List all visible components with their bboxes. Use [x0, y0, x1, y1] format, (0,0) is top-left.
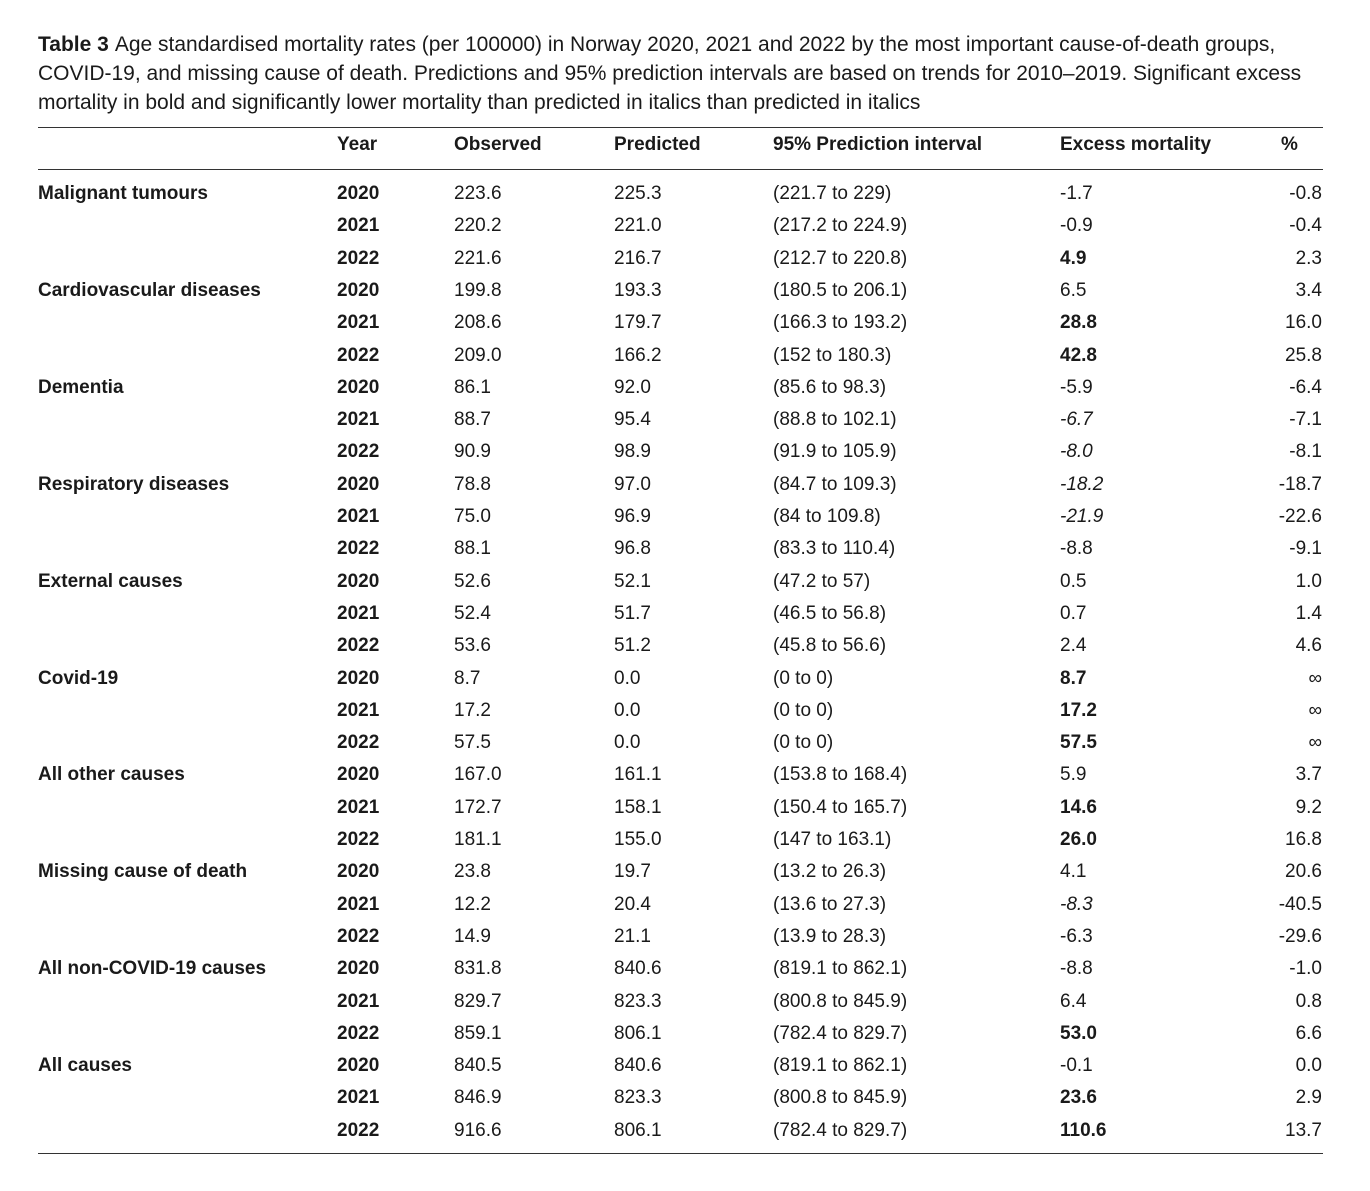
cell-interval: (800.8 to 845.9): [773, 990, 908, 1012]
cell-predicted: 19.7: [614, 861, 651, 883]
cell-predicted: 840.6: [614, 958, 662, 980]
cell-interval: (88.8 to 102.1): [773, 409, 897, 431]
cell-year: 2021: [337, 893, 380, 915]
cell-year: 2021: [337, 990, 380, 1012]
cell-excess: 23.6: [1060, 1087, 1097, 1109]
header-predicted: Predicted: [614, 134, 701, 155]
cell-interval: (0 to 0): [773, 732, 834, 754]
cell-predicted: 0.0: [614, 667, 641, 689]
cell-excess: 53.0: [1060, 1022, 1097, 1044]
cell-excess: 28.8: [1060, 312, 1097, 334]
cell-interval: (0 to 0): [773, 667, 834, 689]
cell-percent: 1.4: [1295, 602, 1322, 624]
cell-predicted: 840.6: [614, 1055, 662, 1077]
cell-year: 2021: [337, 796, 380, 818]
header-interval: 95% Prediction interval: [773, 134, 983, 155]
cell-percent: ∞: [1308, 667, 1322, 689]
cell-observed: 78.8: [454, 473, 491, 495]
cell-percent: -0.4: [1289, 215, 1322, 237]
cell-percent: -6.4: [1289, 376, 1322, 398]
cell-predicted: 96.9: [614, 506, 651, 527]
cell-year: 2021: [337, 312, 380, 334]
cell-predicted: 21.1: [614, 925, 651, 947]
cell-interval: (13.6 to 27.3): [773, 893, 887, 915]
cell-observed: 859.1: [454, 1022, 502, 1044]
cell-year: 2021: [337, 215, 380, 237]
table-bottom-rule: [38, 1153, 1323, 1154]
group-label: All causes: [38, 1055, 132, 1077]
cell-percent: 2.9: [1295, 1087, 1322, 1109]
cell-percent: -1.0: [1289, 958, 1322, 980]
cell-observed: 172.7: [454, 796, 502, 818]
cell-observed: 52.4: [454, 602, 491, 624]
cell-percent: -0.8: [1289, 183, 1322, 204]
cell-observed: 53.6: [454, 635, 491, 657]
cell-percent: -7.1: [1289, 409, 1322, 431]
cell-excess: -1.7: [1060, 183, 1093, 204]
cell-year: 2022: [337, 925, 380, 947]
cell-year: 2022: [337, 1022, 380, 1044]
cell-excess: 4.9: [1060, 247, 1087, 269]
cell-excess: 8.7: [1060, 667, 1087, 689]
cell-percent: -29.6: [1278, 925, 1322, 947]
cell-predicted: 98.9: [614, 441, 651, 463]
table-caption: [38, 30, 1338, 117]
cell-predicted: 823.3: [614, 990, 662, 1012]
cell-year: 2021: [337, 602, 380, 624]
cell-predicted: 97.0: [614, 473, 651, 495]
cell-interval: (819.1 to 862.1): [773, 1055, 908, 1077]
cell-observed: 220.2: [454, 215, 502, 237]
cell-interval: (47.2 to 57): [773, 570, 871, 592]
cell-percent: 25.8: [1285, 344, 1322, 366]
cell-interval: (150.4 to 165.7): [773, 796, 908, 818]
cell-interval: (153.8 to 168.4): [773, 764, 908, 786]
cell-observed: 52.6: [454, 570, 491, 592]
cell-percent: 1.0: [1295, 570, 1322, 592]
cell-excess: 0.7: [1060, 602, 1087, 624]
cell-predicted: 155.0: [614, 829, 662, 850]
cell-observed: 86.1: [454, 376, 491, 398]
cell-observed: 221.6: [454, 247, 502, 269]
group-label: External causes: [38, 570, 183, 592]
cell-excess: 42.8: [1060, 344, 1097, 366]
cell-predicted: 216.7: [614, 247, 662, 269]
caption-text: Age standardised mortality rates (per 100000) in Norway 2020, 2021 and 2022 by the most important cause-of-death groups, COVID-19, and missing cause of death. Predictions and 95% prediction intervals are based on trends for 2010–2019. Significant excess mortality in bold and significantly lower mortality than predicted in italics than predicted in italics: [38, 33, 1302, 114]
cell-interval: (152 to 180.3): [773, 344, 892, 366]
cell-year: 2021: [337, 699, 380, 721]
header-observed: Observed: [454, 134, 542, 155]
cell-interval: (166.3 to 193.2): [773, 312, 908, 334]
cell-observed: 167.0: [454, 764, 502, 786]
cell-observed: 90.9: [454, 441, 491, 463]
cell-percent: 2.3: [1295, 247, 1322, 269]
group-label: Respiratory diseases: [38, 473, 230, 495]
cell-observed: 8.7: [454, 667, 481, 689]
cell-predicted: 166.2: [614, 344, 662, 366]
header-excess: Excess mortality: [1060, 134, 1212, 155]
cell-interval: (819.1 to 862.1): [773, 958, 908, 980]
cell-excess: -0.1: [1060, 1055, 1093, 1077]
cell-year: 2020: [337, 958, 380, 980]
cell-year: 2022: [337, 635, 380, 657]
cell-interval: (782.4 to 829.7): [773, 1119, 908, 1141]
cell-percent: 20.6: [1285, 861, 1322, 883]
cell-predicted: 95.4: [614, 409, 651, 431]
cell-interval: (212.7 to 220.8): [773, 247, 908, 269]
cell-predicted: 92.0: [614, 376, 651, 398]
cell-percent: -9.1: [1289, 538, 1322, 560]
cell-predicted: 225.3: [614, 183, 662, 204]
cell-interval: (84.7 to 109.3): [773, 473, 897, 495]
cell-observed: 829.7: [454, 990, 502, 1012]
cell-observed: 223.6: [454, 183, 502, 204]
cell-year: 2020: [337, 279, 380, 301]
table-header-rule: [38, 169, 1323, 170]
cell-excess: -6.7: [1060, 409, 1093, 431]
cell-percent: 6.6: [1295, 1022, 1322, 1044]
cell-excess: -5.9: [1060, 376, 1093, 398]
cell-observed: 17.2: [454, 699, 491, 721]
cell-interval: (85.6 to 98.3): [773, 376, 887, 398]
cell-percent: 9.2: [1295, 796, 1322, 818]
cell-percent: -8.1: [1289, 441, 1322, 463]
cell-year: 2020: [337, 764, 380, 786]
cell-percent: ∞: [1308, 699, 1322, 721]
cell-percent: 16.8: [1285, 829, 1322, 850]
cell-year: 2021: [337, 1087, 380, 1109]
cell-year: 2022: [337, 538, 380, 560]
cell-predicted: 158.1: [614, 796, 662, 818]
cell-observed: 23.8: [454, 861, 491, 883]
cell-observed: 14.9: [454, 925, 491, 947]
cell-interval: (45.8 to 56.6): [773, 635, 887, 657]
cell-excess: 26.0: [1060, 829, 1097, 850]
cell-year: 2022: [337, 247, 380, 269]
cell-year: 2020: [337, 570, 380, 592]
cell-year: 2022: [337, 829, 380, 850]
cell-year: 2022: [337, 441, 380, 463]
cell-interval: (221.7 to 229): [773, 183, 892, 204]
cell-year: 2022: [337, 344, 380, 366]
cell-year: 2020: [337, 183, 380, 204]
cell-excess: -8.0: [1060, 441, 1093, 463]
cell-predicted: 179.7: [614, 312, 662, 334]
cell-excess: 6.5: [1060, 279, 1087, 301]
cell-observed: 88.1: [454, 538, 491, 560]
cell-observed: 88.7: [454, 409, 491, 431]
cell-observed: 916.6: [454, 1119, 502, 1141]
cell-interval: (91.9 to 105.9): [773, 441, 897, 463]
cell-excess: 14.6: [1060, 796, 1097, 818]
cell-predicted: 51.7: [614, 602, 651, 624]
cell-observed: 846.9: [454, 1087, 502, 1109]
cell-excess: -21.9: [1060, 506, 1104, 527]
cell-excess: -18.2: [1060, 473, 1104, 495]
cell-observed: 12.2: [454, 893, 491, 915]
cell-interval: (13.9 to 28.3): [773, 925, 887, 947]
cell-interval: (83.3 to 110.4): [773, 538, 896, 560]
cell-predicted: 96.8: [614, 538, 651, 560]
cell-year: 2021: [337, 409, 380, 431]
cell-interval: (147 to 163.1): [773, 829, 892, 850]
cell-excess: 5.9: [1060, 764, 1087, 786]
cell-predicted: 221.0: [614, 215, 662, 237]
cell-predicted: 0.0: [614, 699, 641, 721]
cell-interval: (782.4 to 829.7): [773, 1022, 908, 1044]
cell-percent: 0.0: [1295, 1055, 1322, 1077]
cell-predicted: 806.1: [614, 1119, 662, 1141]
cell-excess: 17.2: [1060, 699, 1097, 721]
group-label: All other causes: [38, 764, 185, 786]
group-label: Dementia: [38, 376, 124, 398]
cell-observed: 199.8: [454, 279, 502, 301]
cell-percent: -40.5: [1278, 893, 1322, 915]
cell-predicted: 0.0: [614, 732, 641, 754]
cell-interval: (180.5 to 206.1): [773, 279, 908, 301]
cell-year: 2020: [337, 1055, 380, 1077]
cell-observed: 181.1: [454, 829, 502, 850]
cell-year: 2020: [337, 667, 380, 689]
cell-observed: 57.5: [454, 732, 491, 754]
cell-interval: (13.2 to 26.3): [773, 861, 887, 883]
cell-observed: 840.5: [454, 1055, 502, 1077]
header-percent: %: [1281, 134, 1298, 155]
group-label: Malignant tumours: [38, 183, 208, 204]
cell-year: 2022: [337, 1119, 380, 1141]
cell-observed: 75.0: [454, 506, 491, 527]
cell-percent: ∞: [1308, 732, 1322, 754]
cell-year: 2020: [337, 861, 380, 883]
cell-percent: 0.8: [1295, 990, 1322, 1012]
group-label: Missing cause of death: [38, 861, 248, 883]
cell-interval: (217.2 to 224.9): [773, 215, 908, 237]
cell-year: 2020: [337, 473, 380, 495]
cell-predicted: 823.3: [614, 1087, 662, 1109]
cell-excess: 4.1: [1060, 861, 1087, 883]
cell-predicted: 806.1: [614, 1022, 662, 1044]
cell-year: 2021: [337, 506, 380, 527]
cell-percent: 4.6: [1295, 635, 1322, 657]
cell-excess: 6.4: [1060, 990, 1087, 1012]
table-label: Table 3: [38, 33, 109, 56]
cell-excess: -0.9: [1060, 215, 1093, 237]
cell-excess: -8.3: [1060, 893, 1093, 915]
cell-predicted: 20.4: [614, 893, 651, 915]
cell-interval: (46.5 to 56.8): [773, 602, 887, 624]
group-label: Cardiovascular diseases: [38, 279, 261, 301]
cell-percent: 13.7: [1285, 1119, 1322, 1141]
cell-predicted: 161.1: [614, 764, 662, 786]
cell-predicted: 193.3: [614, 279, 662, 301]
group-label: All non-COVID-19 causes: [38, 958, 267, 980]
cell-percent: 3.7: [1295, 764, 1322, 786]
cell-interval: (800.8 to 845.9): [773, 1087, 908, 1109]
cell-observed: 831.8: [454, 958, 502, 980]
cell-excess: -8.8: [1060, 958, 1093, 980]
cell-observed: 209.0: [454, 344, 502, 366]
cell-percent: 16.0: [1285, 312, 1322, 334]
cell-year: 2020: [337, 376, 380, 398]
cell-excess: 2.4: [1060, 635, 1087, 657]
cell-excess: 0.5: [1060, 570, 1087, 592]
cell-predicted: 52.1: [614, 570, 651, 592]
cell-percent: -22.6: [1278, 506, 1322, 527]
cell-percent: 3.4: [1295, 279, 1322, 301]
cell-observed: 208.6: [454, 312, 502, 334]
table-top-rule: [38, 127, 1323, 128]
cell-interval: (0 to 0): [773, 699, 834, 721]
cell-interval: (84 to 109.8): [773, 506, 881, 527]
cell-predicted: 51.2: [614, 635, 651, 657]
cell-excess: -6.3: [1060, 925, 1093, 947]
group-label: Covid-19: [38, 667, 119, 689]
cell-excess: -8.8: [1060, 538, 1093, 560]
cell-excess: 110.6: [1060, 1119, 1107, 1141]
header-year: Year: [337, 134, 378, 155]
cell-excess: 57.5: [1060, 732, 1097, 754]
cell-percent: -18.7: [1278, 473, 1322, 495]
cell-year: 2022: [337, 732, 380, 754]
